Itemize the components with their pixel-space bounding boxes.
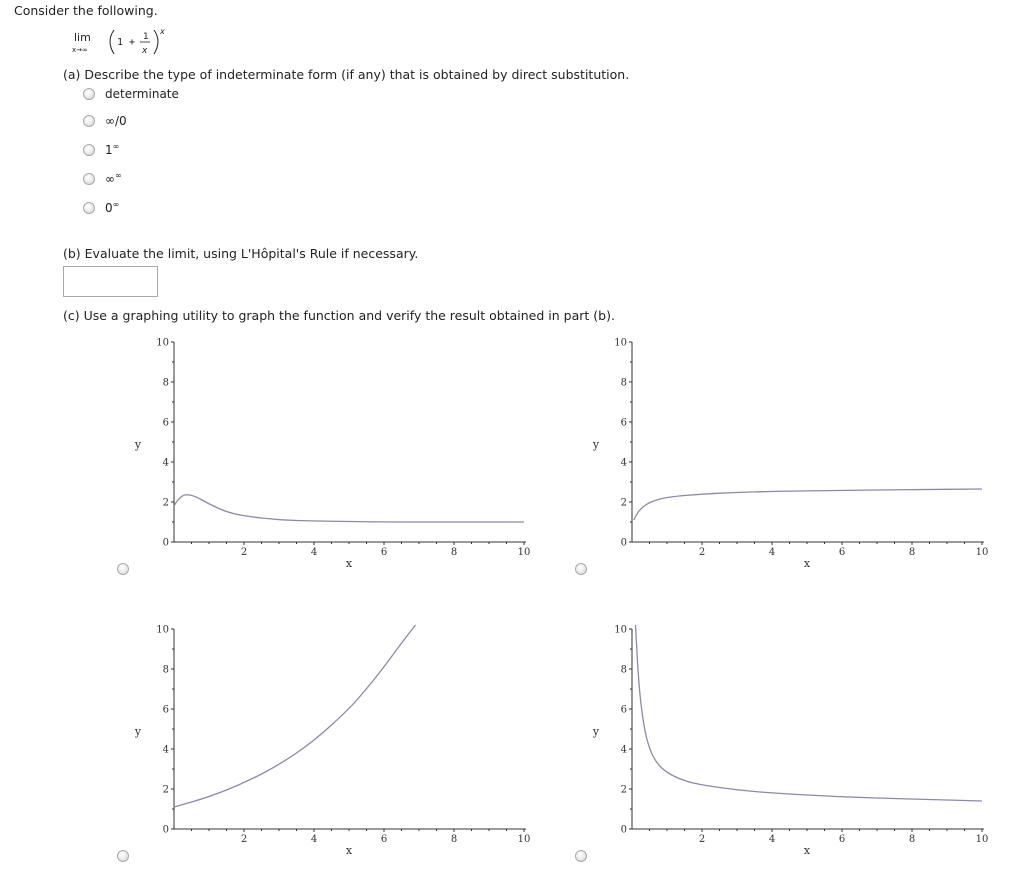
y-tick-label: 8 <box>162 377 169 389</box>
limit-formula <box>70 24 180 60</box>
x-tick-label: 4 <box>310 547 318 558</box>
option-2-sup: ∞ <box>112 142 120 151</box>
y-tick-label: 2 <box>620 784 627 796</box>
x-tick-label: 4 <box>768 547 776 558</box>
option-inf-to-inf-radio[interactable] <box>83 173 95 185</box>
y-tick-label: 10 <box>614 337 627 349</box>
y-tick-label: 2 <box>620 497 627 509</box>
option-one-to-inf-radio[interactable] <box>83 144 95 156</box>
function-curve <box>174 495 524 522</box>
y-tick-label: 10 <box>614 624 627 636</box>
limit-answer-input[interactable] <box>63 266 158 297</box>
y-tick-label: 8 <box>620 377 627 389</box>
x-tick-label: 10 <box>975 547 989 558</box>
intro-text: Consider the following. <box>14 3 158 18</box>
x-tick-label: 8 <box>908 547 916 558</box>
y-tick-label: 10 <box>156 337 169 349</box>
option-2-base: 1 <box>105 143 113 157</box>
graph-option-3 <box>120 612 590 862</box>
option-0-base: determinate <box>105 87 179 101</box>
part-c-question: (c) Use a graphing utility to graph the function and verify the result obtained in part (b). <box>63 308 615 323</box>
lim-text: lim <box>74 31 91 44</box>
x-tick-label: 8 <box>908 834 916 845</box>
x-tick-label: 2 <box>240 547 248 558</box>
formula-exponent: x <box>160 27 165 36</box>
x-axis-label: x <box>803 557 811 570</box>
option-determinate-label <box>105 87 179 101</box>
function-curve <box>636 625 983 801</box>
y-tick-label: 4 <box>162 744 169 756</box>
x-tick-label: 6 <box>838 834 846 845</box>
y-tick-label: 6 <box>162 417 169 429</box>
option-zero-to-inf-radio[interactable] <box>83 202 95 214</box>
option-inf-over-zero-radio[interactable] <box>83 115 95 127</box>
graph-option-4 <box>578 612 1024 862</box>
graph-option-4-radio[interactable] <box>575 850 587 862</box>
y-tick-label: 0 <box>162 537 169 549</box>
option-inf-over-zero-label <box>105 114 127 128</box>
option-3-base: ∞ <box>105 172 115 186</box>
graph-option-2 <box>578 325 1024 575</box>
x-tick-label: 10 <box>975 834 989 845</box>
x-tick-label: 10 <box>517 547 531 558</box>
x-tick-label: 8 <box>450 834 458 845</box>
function-curve <box>174 625 416 807</box>
x-tick-label: 8 <box>450 547 458 558</box>
graph-option-3-radio[interactable] <box>117 850 129 862</box>
option-1-base: ∞/0 <box>105 114 127 128</box>
y-tick-label: 8 <box>162 664 169 676</box>
x-axis-label: x <box>803 844 811 857</box>
x-tick-label: 2 <box>698 834 706 845</box>
x-tick-label: 2 <box>240 834 248 845</box>
y-tick-label: 0 <box>162 824 169 836</box>
option-one-to-inf-label <box>105 143 119 157</box>
part-b-question: (b) Evaluate the limit, using L'Hôpital's Rule if necessary. <box>63 246 419 261</box>
x-tick-label: 2 <box>698 547 706 558</box>
fraction-numerator: 1 <box>143 32 149 42</box>
option-4-sup: ∞ <box>112 200 120 209</box>
y-tick-label: 4 <box>620 744 627 756</box>
left-paren <box>110 30 114 54</box>
x-tick-label: 6 <box>380 834 388 845</box>
y-axis-label: y <box>134 725 142 738</box>
x-tick-label: 4 <box>310 834 318 845</box>
y-tick-label: 4 <box>620 457 627 469</box>
x-tick-label: 6 <box>838 547 846 558</box>
x-axis-label: x <box>345 557 353 570</box>
y-axis-label: y <box>592 438 600 451</box>
x-tick-label: 10 <box>517 834 531 845</box>
option-4-base: 0 <box>105 201 113 215</box>
y-tick-label: 10 <box>156 624 169 636</box>
y-tick-label: 6 <box>162 704 169 716</box>
y-tick-label: 6 <box>620 704 627 716</box>
y-tick-label: 8 <box>620 664 627 676</box>
x-tick-label: 4 <box>768 834 776 845</box>
graph-option-1-radio[interactable] <box>117 563 129 575</box>
right-paren <box>154 30 158 54</box>
graph-option-1 <box>120 325 590 575</box>
graph-option-2-radio[interactable] <box>575 563 587 575</box>
option-3-sup: ∞ <box>115 171 122 180</box>
fraction-denominator: x <box>142 46 148 56</box>
function-curve <box>634 489 982 520</box>
x-axis-label: x <box>345 844 353 857</box>
option-zero-to-inf-label <box>105 201 119 215</box>
lim-subscript: x→∞ <box>72 46 88 54</box>
y-tick-label: 6 <box>620 417 627 429</box>
part-a-question: (a) Describe the type of indeterminate form (if any) that is obtained by direct substitution. <box>63 67 630 82</box>
y-axis-label: y <box>592 725 600 738</box>
y-axis-label: y <box>134 438 142 451</box>
x-tick-label: 6 <box>380 547 388 558</box>
y-tick-label: 2 <box>162 497 169 509</box>
option-determinate-radio[interactable] <box>83 88 95 100</box>
y-tick-label: 2 <box>162 784 169 796</box>
y-tick-label: 0 <box>620 537 627 549</box>
option-inf-to-inf-label <box>105 172 122 186</box>
one-plus-text: 1 + <box>117 37 136 48</box>
y-tick-label: 0 <box>620 824 627 836</box>
y-tick-label: 4 <box>162 457 169 469</box>
